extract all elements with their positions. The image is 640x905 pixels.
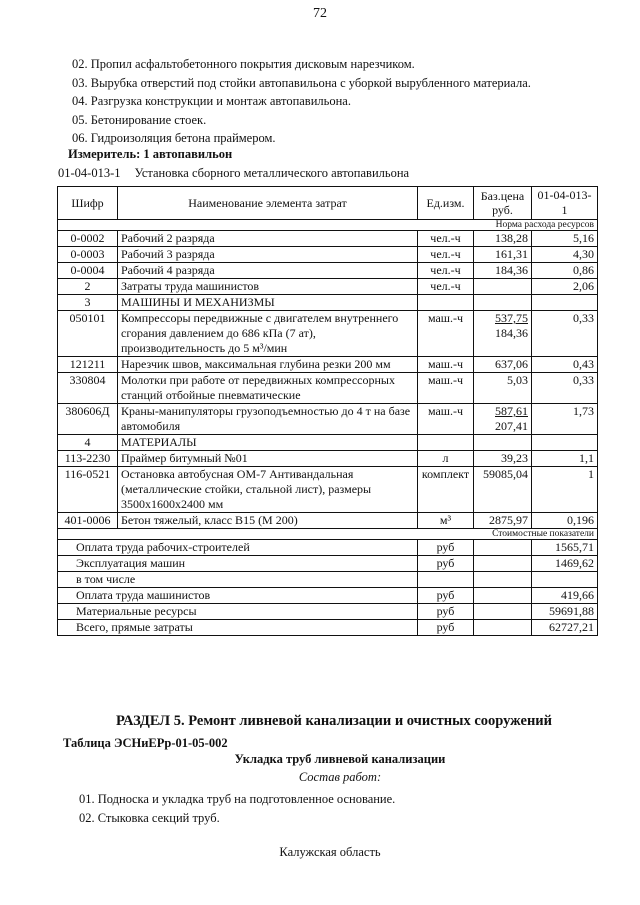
cell-unit: чел.-ч xyxy=(418,231,474,247)
cell-price xyxy=(474,295,532,311)
work-item: 04. Разгрузка конструкции и монтаж автопавильона. xyxy=(72,94,351,108)
page-number: 72 xyxy=(313,6,327,21)
total-empty xyxy=(474,540,532,556)
cell-unit: чел.-ч xyxy=(418,263,474,279)
work-item: 02. Пропил асфальтобетонного покрытия дисковым нарезчиком. xyxy=(72,57,415,71)
cell-unit: чел.-ч xyxy=(418,247,474,263)
cell-name: Молотки при работе от передвижных компрессорных станций отбойные пневматические xyxy=(118,373,418,404)
table-row xyxy=(58,279,598,295)
cell-code: 4 xyxy=(58,435,118,451)
total-row xyxy=(58,540,598,556)
cell-norm: 4,30 xyxy=(532,247,598,263)
table-code: Таблица ЭСНиЕРр-01-05-002 xyxy=(63,736,228,750)
norm-code-line xyxy=(58,166,409,181)
cell-code: 3 xyxy=(58,295,118,311)
header-code: Шифр xyxy=(58,187,118,220)
cell-norm: 0,33 xyxy=(532,311,598,357)
table-row xyxy=(58,231,598,247)
cell-name: Праймер битумный №01 xyxy=(118,451,418,467)
cell-norm: 5,16 xyxy=(532,231,598,247)
price-value-2: 207,41 xyxy=(495,419,528,433)
cell-norm xyxy=(532,435,598,451)
total-name: Всего, прямые затраты xyxy=(58,620,418,636)
cell-norm: 0,196 xyxy=(532,513,598,529)
cell-price: 161,31 xyxy=(474,247,532,263)
meter-line: Измеритель: 1 автопавильон xyxy=(68,147,233,161)
cell-name: Краны-манипуляторы грузоподъемностью до 4 т на базе автомобиля xyxy=(118,404,418,435)
cell-price: 184,36 xyxy=(474,263,532,279)
cell-price: 138,28 xyxy=(474,231,532,247)
header-price: Баз.цена руб. xyxy=(474,187,532,220)
table-row xyxy=(58,357,598,373)
cell-code: 113-2230 xyxy=(58,451,118,467)
cell-norm: 1,1 xyxy=(532,451,598,467)
cell-price xyxy=(474,279,532,295)
cell-name: Бетон тяжелый, класс В15 (М 200) xyxy=(118,513,418,529)
footer-region: Калужская область xyxy=(279,845,381,859)
cell-code: 401-0006 xyxy=(58,513,118,529)
work-item: 05. Бетонирование стоек. xyxy=(72,112,207,127)
total-row xyxy=(58,572,598,588)
total-row xyxy=(58,556,598,572)
total-value: 419,66 xyxy=(532,588,598,604)
total-empty xyxy=(474,588,532,604)
total-unit: руб xyxy=(418,620,474,636)
cell-norm: 0,86 xyxy=(532,263,598,279)
cell-norm xyxy=(532,295,598,311)
total-row xyxy=(58,588,598,604)
header-unit: Ед.изм. xyxy=(418,187,474,220)
work-item: 01. Поднoска и укладка труб на подготовленное основание. xyxy=(79,792,396,806)
table-row xyxy=(58,451,598,467)
work-item: 02. Стыковка секций труб. xyxy=(79,811,220,825)
norm-code: 01-04-013-1 xyxy=(58,166,121,180)
cell-unit xyxy=(418,435,474,451)
work-list xyxy=(72,55,531,148)
table-row xyxy=(58,311,598,357)
total-unit: руб xyxy=(418,556,474,572)
cell-norm: 0,33 xyxy=(532,373,598,404)
table-row xyxy=(58,435,598,451)
total-name: Оплата труда рабочих-строителей xyxy=(58,540,418,556)
total-value xyxy=(532,572,598,588)
total-row xyxy=(58,620,598,636)
header-norm-code: 01-04-013-1 xyxy=(532,187,598,220)
cell-code: 116-0521 xyxy=(58,467,118,513)
cell-name: Рабочий 3 разряда xyxy=(118,247,418,263)
price-value-2: 184,36 xyxy=(495,326,528,340)
cell-code: 050101 xyxy=(58,311,118,357)
total-unit: руб xyxy=(418,604,474,620)
cell-norm: 2,06 xyxy=(532,279,598,295)
cost-label: Стоимостные показатели xyxy=(58,529,598,540)
cell-name: МАТЕРИАЛЫ xyxy=(118,435,418,451)
cell-unit: маш.-ч xyxy=(418,311,474,357)
price-value: 537,75 xyxy=(495,311,528,325)
total-name: в том числе xyxy=(58,572,418,588)
cell-code: 330804 xyxy=(58,373,118,404)
norm-description: Установка сборного металлического автопавильона xyxy=(134,166,410,180)
cell-price: 59085,04 xyxy=(474,467,532,513)
total-value: 59691,88 xyxy=(532,604,598,620)
cell-price: 637,06 xyxy=(474,357,532,373)
cell-price xyxy=(474,404,532,435)
cell-name: Нарезчик швов, максимальная глубина резки 200 мм xyxy=(118,357,418,373)
cell-norm: 0,43 xyxy=(532,357,598,373)
cell-name: Рабочий 2 разряда xyxy=(118,231,418,247)
work-item: 03. Вырубка отверстий под стойки автопавильона с уборкой вырубленного материала. xyxy=(72,75,531,90)
price-value: 587,61 xyxy=(495,404,528,418)
cell-name: МАШИНЫ И МЕХАНИЗМЫ xyxy=(118,295,418,311)
total-value: 1469,62 xyxy=(532,556,598,572)
table-row xyxy=(58,373,598,404)
resource-table xyxy=(57,186,598,636)
table-row xyxy=(58,263,598,279)
cell-code: 2 xyxy=(58,279,118,295)
total-row xyxy=(58,604,598,620)
total-empty xyxy=(474,572,532,588)
total-empty xyxy=(474,620,532,636)
total-empty xyxy=(474,604,532,620)
header-name: Наименование элемента затрат xyxy=(118,187,418,220)
work-composition-label: Состав работ: xyxy=(298,770,382,784)
work-item: 06. Гидроизоляция бетона праймером. xyxy=(72,131,276,145)
cell-code: 0-0003 xyxy=(58,247,118,263)
total-empty xyxy=(474,556,532,572)
total-name: Эксплуатация машин xyxy=(58,556,418,572)
cell-code: 121211 xyxy=(58,357,118,373)
section-title: РАЗДЕЛ 5. Ремонт ливневой канализации и очистных сооружений xyxy=(115,713,553,729)
cell-name: Компрессоры передвижные с двигателем внутреннего сгорания давлением до 686 кПа (7 ат), производительность до 5 м³/мин xyxy=(118,311,418,357)
table-row xyxy=(58,404,598,435)
cell-code: 0-0004 xyxy=(58,263,118,279)
cell-name: Затраты труда машинистов xyxy=(118,279,418,295)
cell-code: 0-0002 xyxy=(58,231,118,247)
cell-price xyxy=(474,435,532,451)
total-unit: руб xyxy=(418,540,474,556)
cell-unit: л xyxy=(418,451,474,467)
cell-unit: маш.-ч xyxy=(418,404,474,435)
cell-unit xyxy=(418,295,474,311)
total-value: 62727,21 xyxy=(532,620,598,636)
cell-name: Рабочий 4 разряда xyxy=(118,263,418,279)
cell-unit: комплект xyxy=(418,467,474,513)
total-name: Материальные ресурсы xyxy=(58,604,418,620)
table-row xyxy=(58,247,598,263)
cell-unit: маш.-ч xyxy=(418,357,474,373)
table-row xyxy=(58,513,598,529)
total-name: Оплата труда машинистов xyxy=(58,588,418,604)
cell-unit: м³ xyxy=(418,513,474,529)
work-list-2 xyxy=(79,790,395,828)
cell-price: 2875,97 xyxy=(474,513,532,529)
cell-code: 380606Д xyxy=(58,404,118,435)
cell-price xyxy=(474,311,532,357)
total-unit xyxy=(418,572,474,588)
total-unit: руб xyxy=(418,588,474,604)
cell-price: 39,23 xyxy=(474,451,532,467)
table-row xyxy=(58,467,598,513)
cell-unit: маш.-ч xyxy=(418,373,474,404)
subsection-title: Укладка труб ливневой канализации xyxy=(234,752,446,766)
cell-norm: 1,73 xyxy=(532,404,598,435)
cell-unit: чел.-ч xyxy=(418,279,474,295)
cell-price: 5,03 xyxy=(474,373,532,404)
table-row xyxy=(58,295,598,311)
norm-label: Норма расхода ресурсов xyxy=(58,220,598,231)
cell-name: Остановка автобусная ОМ-7 Антивандальная (металлические стойки, стальной лист), размеры 3500х1600х2400 мм xyxy=(118,467,418,513)
cell-norm: 1 xyxy=(532,467,598,513)
total-value: 1565,71 xyxy=(532,540,598,556)
